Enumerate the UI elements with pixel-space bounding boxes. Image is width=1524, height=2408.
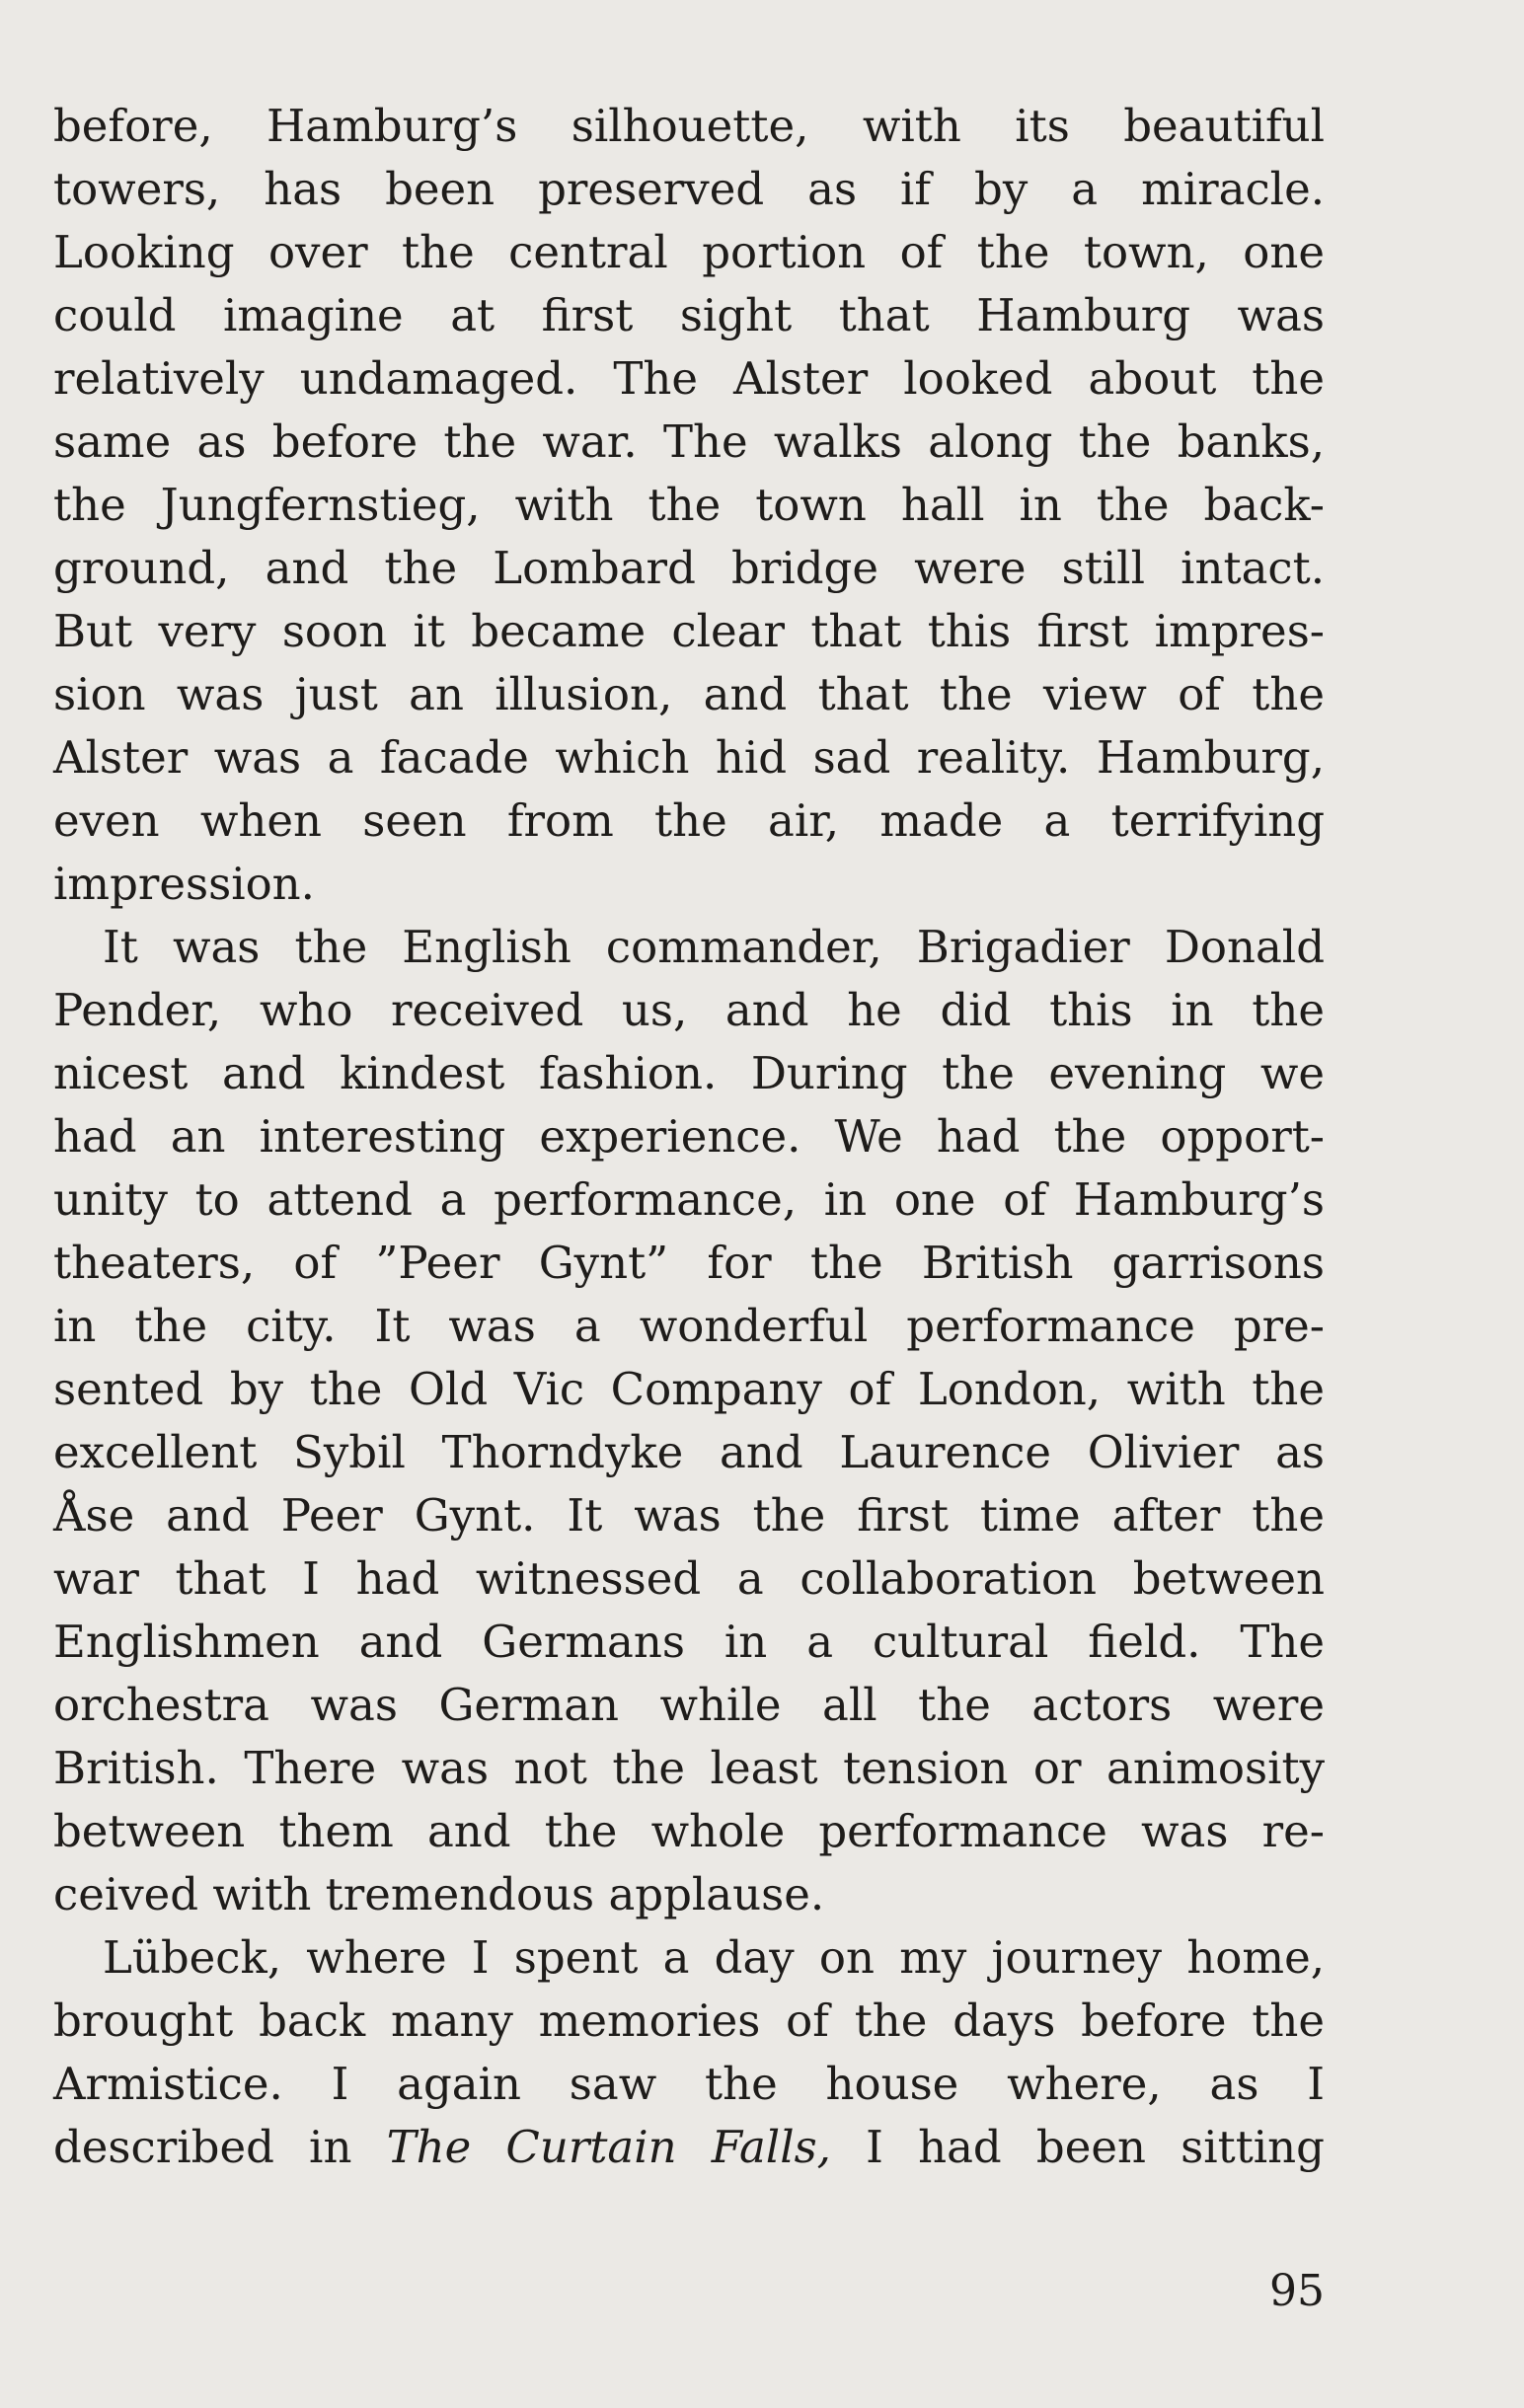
text-line: Pender, who received us, and he did this in the [53, 984, 1325, 1036]
text-line-with-title [53, 2116, 1325, 2179]
text-fragment: I had been sitting [830, 2121, 1325, 2173]
text-line: brought back many memories of the days before the [53, 1994, 1325, 2047]
text-line: unity to attend a performance, in one of Hamburg’s [53, 1173, 1325, 1226]
text-line: British. There was not the least tension or animosity [53, 1742, 1325, 1794]
text-line: Åse and Peer Gynt. It was the first time after the [53, 1489, 1325, 1542]
text-line: could imagine at first sight that Hamburg was [53, 289, 1325, 341]
text-line: between them and the whole performance was re- [53, 1805, 1325, 1857]
text-line: in the city. It was a wonderful performance pre- [53, 1300, 1325, 1352]
text-line: the Jungfernstieg, with the town hall in the back- [53, 479, 1325, 531]
text-line: theaters, of ”Peer Gynt” for the British garrisons [53, 1237, 1325, 1289]
text-line: But very soon it became clear that this first impres- [53, 605, 1325, 657]
text-line: relatively undamaged. The Alster looked about the [53, 352, 1325, 405]
text-line: even when seen from the air, made a terrifying [53, 794, 1325, 847]
paragraph-start-line: Lübeck, where I spent a day on my journey home, [103, 1931, 1325, 1984]
text-line: Alster was a facade which hid sad reality. Hamburg, [53, 731, 1325, 784]
page-number: 95 [1269, 2266, 1325, 2316]
text-line: sion was just an illusion, and that the view of the [53, 668, 1325, 720]
text-fragment: described in [53, 2121, 387, 2173]
text-line: sented by the Old Vic Company of London, with the [53, 1363, 1325, 1415]
text-line: Armistice. I again saw the house where, as I [53, 2058, 1325, 2110]
text-line: had an interesting experience. We had the opport- [53, 1110, 1325, 1163]
text-line: war that I had witnessed a collaboration between [53, 1552, 1325, 1605]
text-line: excellent Sybil Thorndyke and Laurence Olivier as [53, 1426, 1325, 1478]
text-line: orchestra was German while all the actors were [53, 1679, 1325, 1731]
book-title: The Curtain Falls, [386, 2121, 831, 2173]
text-line: Englishmen and Germans in a cultural field. The [53, 1616, 1325, 1668]
paragraph-end-line: ceived with tremendous applause. [53, 1868, 825, 1920]
text-line: before, Hamburg’s silhouette, with its beautiful [53, 100, 1325, 152]
text-line: same as before the war. The walks along the banks, [53, 415, 1325, 468]
body-text [53, 95, 1325, 2179]
paragraph-end-line: impression. [53, 858, 315, 910]
text-line: Looking over the central portion of the town, one [53, 226, 1325, 278]
paragraph-start-line: It was the English commander, Brigadier Donald [103, 921, 1325, 973]
text-line: towers, has been preserved as if by a miracle. [53, 163, 1325, 215]
text-line: ground, and the Lombard bridge were still intact. [53, 542, 1325, 594]
text-line: nicest and kindest fashion. During the evening we [53, 1047, 1325, 1099]
